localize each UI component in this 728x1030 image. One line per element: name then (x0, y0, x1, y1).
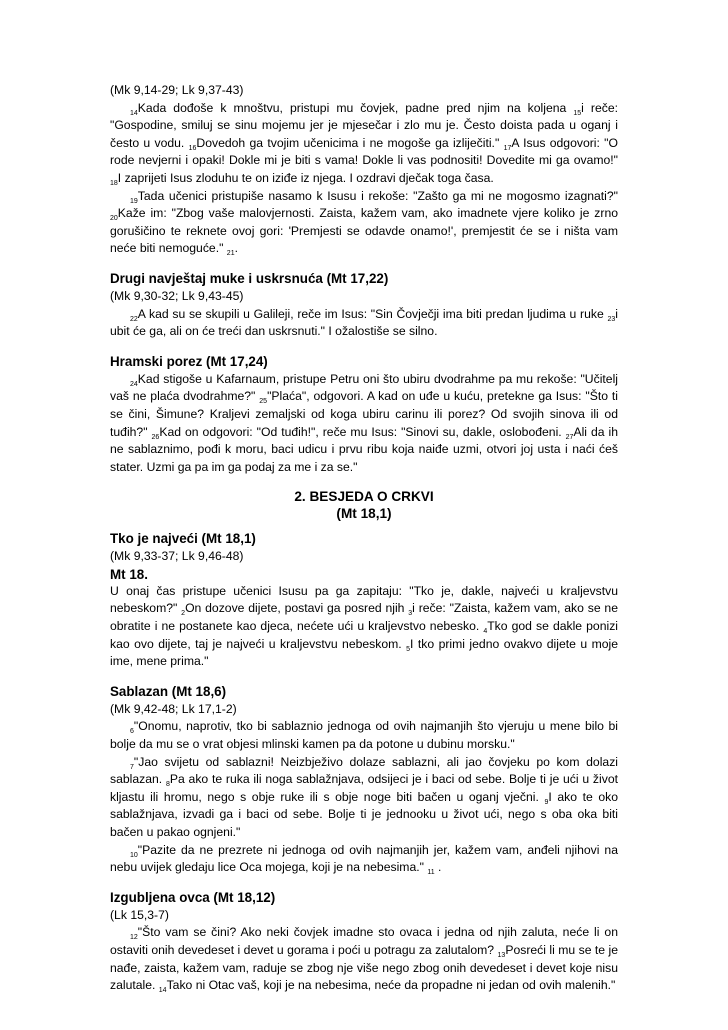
verse-number: 6 (130, 728, 134, 736)
verse-number: 25 (259, 398, 268, 406)
verse-text: Dovedoh ga tvojim učenicima i ne mogoše ga izliječiti." (196, 135, 504, 150)
verse-text: "Pazite da ne prezrete ni jednoga od ovih najmanjih jer, kažem vam, anđeli njihovi na nebu uvijek gledaju lice Oca mojega, koji je na nebesima." (110, 842, 618, 875)
verse-number: 8 (165, 781, 170, 789)
verse-text: Kad stigoše u Kafarnaum, pristupe Petru oni što ubiru dvodrahme pa mu rekoše: "Učitelj vaš ne plaća dvodrahme?" (110, 371, 618, 404)
verse-number: 16 (188, 144, 197, 152)
document-page (110, 82, 618, 995)
section-heading: Sablazan (Mt 18,6) (110, 683, 227, 699)
verse-number: 20 (110, 215, 118, 223)
paragraph (110, 718, 618, 753)
verse-number: 3 (408, 610, 413, 618)
verse-text: I tko primi jedno ovakvo dijete u moje ime, mene prima." (110, 636, 618, 669)
cross-reference: (Mk 9,30-32; Lk 9,43-45) (110, 288, 244, 303)
verse-text: . (434, 860, 442, 875)
verse-text: Ali da ih ne sablaznimo, pođi k moru, baci udicu i prvu ribu koja naiđe uzmi, otvori joj usta i naći ćeš stater. Uzmi ga pa im ga podaj za me i za se." (110, 424, 619, 474)
verse-number: 5 (406, 645, 411, 653)
section-heading: Hramski porez (Mt 17,24) (110, 353, 268, 369)
verse-text: Kad on odgovori: "Od tuđih!", reče mu Isus: "Sinovi su, dakle, oslobođeni. (159, 424, 566, 439)
verse-text: Pa ako te ruka ili noga sablažnjava, odsijeci je i baci od sebe. Bolje ti je ući u život kljastu ili hromu, nego s obje ruke ili s obje noge biti bačen u oganj vječni. (110, 772, 618, 804)
section-heading: Drugi navještaj muke i uskrsnuća (Mt 17,22) (110, 270, 389, 286)
verse-text: Tko god se dakle ponizi kao ovo dijete, taj je najveći u kraljevstvu nebeskom. (110, 619, 618, 651)
verse-number: 18 (110, 179, 118, 187)
verse-number: 13 (497, 951, 506, 959)
verse-text: Tako ni Otac vaš, koji je na nebesima, neće da propadne ni jedan od ovih malenih." (166, 978, 616, 993)
section-heading: Tko je najveći (Mt 18,1) (110, 531, 256, 547)
cross-reference: (Mk 9,33-37; Lk 9,46-48) (110, 549, 244, 564)
verse-text: I zaprijeti Isus zloduhu te on iziđe iz njega. I ozdravi dječak toga časa. (117, 170, 494, 185)
chapter-marker: Mt 18. (110, 566, 148, 582)
verse-number: 26 (151, 433, 160, 441)
part-title: 2. BESJEDA O CRKVI (294, 489, 434, 505)
verse-text: U onaj čas pristupe učenici Isusu pa ga zapitaju: "Tko je, dakle, najveći u kraljevstvu nebeskom?" (110, 583, 618, 616)
verse-number: 22 (130, 315, 138, 323)
verse-number: 15 (573, 109, 582, 117)
paragraph (110, 754, 618, 842)
part-heading (110, 488, 618, 522)
verse-text: i reče: "Gospodine, smiluj se sinu mojemu jer je mjesečar i zlo mu je. Često doista pada u oganj i često u vodu. (110, 100, 618, 150)
cross-reference: (Mk 9,42-48; Lk 17,1-2) (110, 701, 237, 716)
verse-text: Posreći li mu se te je nađe, zaista, kažem vam, raduje se zbog nje više nego zbog onih devedeset i devet koje nisu zalutale. (110, 942, 619, 993)
verse-text: i reče: "Zaista, kažem vam, ako se ne obratite i ne postanete kao djeca, nećete ući u kraljevstvo nebesko. (110, 601, 618, 634)
verse-text: I ako te oko sablažnjava, izvadi ga i baci od sebe. Bolje ti je jednooku u život ući, nego s oba oka biti bačen u pakao ognjeni." (110, 789, 618, 839)
verse-number: 19 (130, 197, 138, 205)
verse-text: Kaže im: "Zbog vaše malovjernosti. Zaista, kažem vam, ako imadnete vjere koliko je zrno gorušičino te reknete ovoj gori: 'Premjesti se odavde onamo!', premjestit će se i ništa vam neće biti nemoguće." (110, 206, 618, 256)
verse-number: 17 (503, 144, 512, 152)
verse-text: Tada učenici pristupiše nasamo k Isusu i rekoše: "Zašto ga mi ne mogosmo izagnati?" (137, 188, 618, 203)
verse-text: i ubit će ga, ali on će treći dan uskrsnuti." I ožalostiše se silno. (110, 306, 618, 339)
verse-number: 9 (544, 798, 549, 806)
cross-reference: (Mk 9,14-29; Lk 9,37-43) (110, 83, 244, 97)
verse-number: 4 (483, 628, 488, 636)
verse-text: "Što vam se čini? Ako neki čovjek imadne sto ovaca i jedna od njih zaluta, neće li on ostaviti onih devedeset i devet u gorama i poći u potragu za zalutalom? (110, 925, 618, 957)
paragraph (110, 188, 618, 258)
paragraph (110, 842, 618, 877)
verse-text: "Onomu, naprotiv, tko bi sablaznio jednoga od ovih najmanjih što vjeruju u mene bilo bi bolje da mu se o vrat objesi mlinski kamen pa da potone u dubinu morsku." (110, 719, 618, 752)
verse-number: 21 (226, 250, 235, 258)
verse-number: 23 (607, 315, 616, 323)
verse-number: 14 (158, 987, 167, 995)
verse-text: "Jao svijetu od sablazni! Neizbježivo dolaze sablazni, ali jao čovjeku po kom dolazi sablazan. (110, 754, 618, 787)
verse-number: 2 (181, 610, 186, 618)
verse-text: "Plaća", odgovori. A kad on uđe u kuću, pretekne ga Isus: "Što ti se čini, Šimune? Kraljevi zemaljski od koga ubiru carinu ili porez? Od svojih sinova ili od tuđih?" (110, 389, 619, 439)
section-heading: Izgubljena ovca (Mt 18,12) (110, 889, 276, 905)
part-reference: (Mt 18,1) (336, 506, 392, 522)
verse-number: 7 (130, 763, 134, 771)
verse-number: 27 (565, 433, 574, 441)
verse-number: 12 (130, 934, 138, 942)
verse-number: 11 (427, 869, 435, 877)
paragraph (110, 100, 618, 188)
paragraph (110, 306, 618, 341)
verse-text: On dozove dijete, postavi ga posred njih (185, 601, 409, 616)
verse-text: . (234, 241, 238, 256)
cross-reference: (Lk 15,3-7) (110, 907, 169, 922)
verse-text: A Isus odgovori: "O rode nevjerni i opaki! Dokle mi je biti s vama! Dokle li vas podnositi! Dovedite mi ga ovamo!" (110, 135, 618, 168)
verse-text: A kad su se skupili u Galileji, reče im Isus: "Sin Čovječji ima biti predan ljudima u ruke (137, 306, 608, 321)
paragraph (110, 924, 618, 994)
verse-number: 10 (130, 851, 138, 859)
paragraph (110, 371, 618, 477)
paragraph (110, 583, 618, 671)
verse-text: Kada dođoše k mnoštvu, pristupi mu čovjek, padne pred njim na koljena (137, 100, 574, 115)
verse-number: 24 (130, 380, 138, 388)
verse-number: 14 (130, 109, 138, 117)
